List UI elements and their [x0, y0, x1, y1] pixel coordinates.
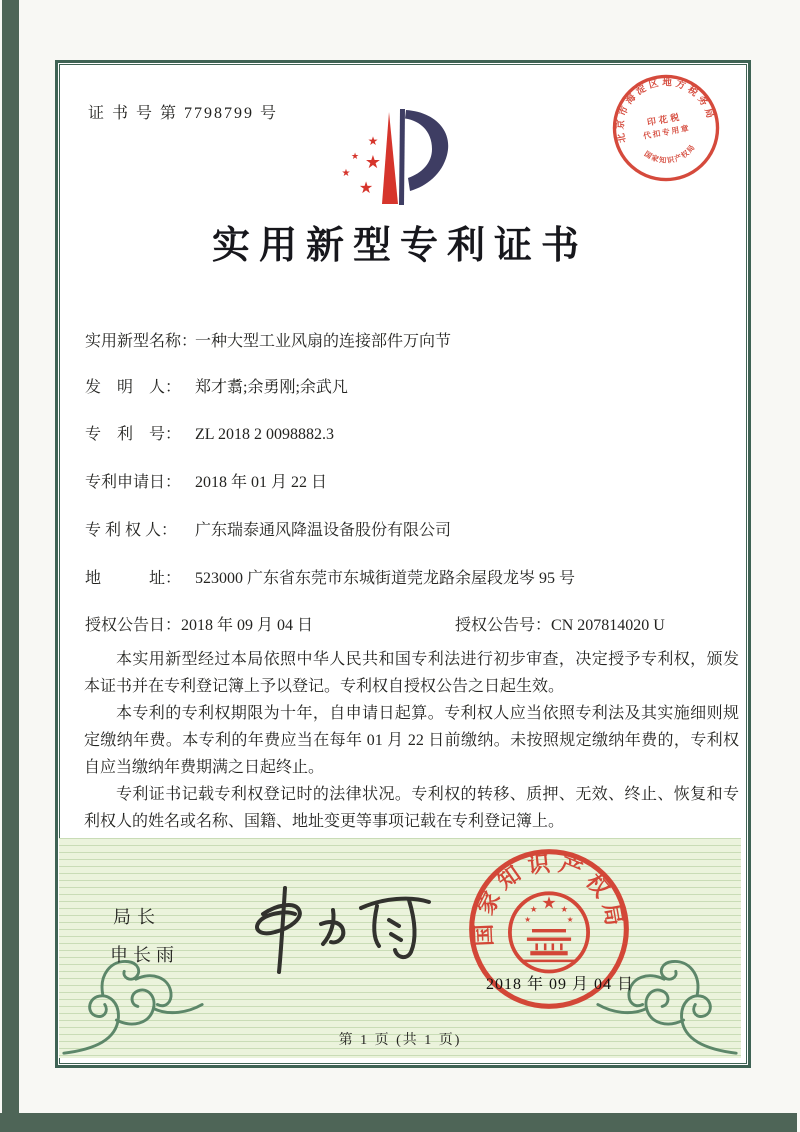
logo-triangle-icon	[382, 112, 398, 204]
field-row-inventors	[85, 374, 730, 397]
body-paragraph: 本实用新型经过本局依照中华人民共和国专利法进行初步审查，决定授予专利权，颁发本证书并在专利登记簿上予以登记。专利权自授权公告之日起生效。	[84, 651, 739, 695]
svg-text:★: ★	[364, 152, 382, 172]
tax-seal-center-line2: 代扣专用章	[642, 123, 691, 141]
director-name-label: 申长雨	[110, 945, 179, 965]
grant-date-value: 2018 年 09 月 04 日	[181, 617, 314, 634]
seal-arc-text: 国家知识产权局	[470, 850, 629, 947]
grant-no-value: CN 207814020 U	[551, 617, 665, 634]
field-label: 发 明 人：	[85, 379, 182, 396]
grant-date-label: 授权公告日：	[85, 617, 182, 634]
field-row-patentee	[85, 517, 730, 540]
field-value: 一种大型工业风扇的连接部件万向节	[195, 333, 452, 350]
certificate-number: 证 书 号 第 7798799 号	[88, 105, 279, 122]
grant-number	[455, 612, 665, 635]
grant-row	[85, 612, 730, 635]
field-label: 专 利 号：	[85, 426, 182, 443]
legal-text	[84, 646, 739, 835]
logo-bar-icon	[399, 109, 405, 205]
page-indicator: 第 1 页 (共 1 页)	[338, 1033, 462, 1048]
logo-p-bowl-icon	[405, 110, 448, 191]
page-title: 实用新型专利证书	[211, 225, 588, 267]
body-paragraph: 本专利的专利权期限为十年，自申请日起算。专利权人应当依照专利法及其实施细则规定缴纳年费。本专利的年费应当在每年 01 月 22 日前缴纳。未按照规定缴纳年费的，专利权自应当缴纳年费期满之日起终止。	[84, 705, 739, 776]
field-label: 专利申请日：	[85, 474, 182, 491]
svg-text:★: ★	[341, 168, 351, 179]
tax-seal-arc-bottom-text: 国家知识产权局	[642, 142, 698, 165]
field-row-address	[85, 565, 730, 588]
svg-text:★: ★	[367, 134, 379, 148]
field-row-patent-no	[85, 421, 730, 444]
field-row-name	[85, 328, 730, 351]
body-paragraph: 专利证书记载专利权登记时的法律状况。专利权的转移、质押、无效、终止、恢复和专利权人的姓名或名称、国籍、地址变更等事项记载在专利登记簿上。	[84, 786, 739, 830]
field-value: 2018 年 01 月 22 日	[195, 474, 328, 491]
field-row-filing-date	[85, 469, 730, 492]
field-label: 地 址：	[85, 570, 182, 587]
seal-date: 2018 年 09 月 04 日	[486, 976, 635, 993]
svg-text:★: ★	[529, 904, 538, 914]
director-title-label: 局长	[113, 907, 161, 927]
svg-text:★: ★	[358, 180, 374, 197]
grant-no-label: 授权公告号：	[455, 617, 552, 634]
cnipa-logo	[332, 106, 458, 208]
logo-stars-icon	[342, 134, 382, 197]
tax-seal-arc-top-text: 北京市海淀区地方税务局	[616, 78, 716, 144]
field-label: 专 利 权 人：	[85, 522, 178, 539]
field-value: ZL 2018 2 0098882.3	[195, 426, 334, 443]
tax-seal-center-line1: 印花税	[646, 111, 683, 128]
svg-text:★: ★	[524, 915, 532, 925]
svg-text:★: ★	[541, 893, 557, 913]
svg-text:★: ★	[566, 915, 574, 925]
field-value: 523000 广东省东莞市东城街道莞龙路余屋段龙岑 95 号	[195, 570, 576, 587]
svg-text:★: ★	[350, 151, 360, 161]
national-emblem-icon	[510, 893, 588, 971]
scan-left-edge	[2, 0, 19, 1132]
field-value: 广东瑞泰通风降温设备股份有限公司	[195, 522, 452, 539]
svg-text:★: ★	[560, 904, 569, 914]
scan-bottom-edge	[0, 1113, 797, 1132]
svg-text:国家知识产权局	[642, 141, 700, 169]
tax-stamp-seal	[601, 63, 731, 193]
field-value: 郑才翥;余勇刚;余武凡	[195, 379, 348, 396]
field-label: 实用新型名称：	[85, 333, 198, 350]
director-signature-icon	[233, 880, 443, 980]
